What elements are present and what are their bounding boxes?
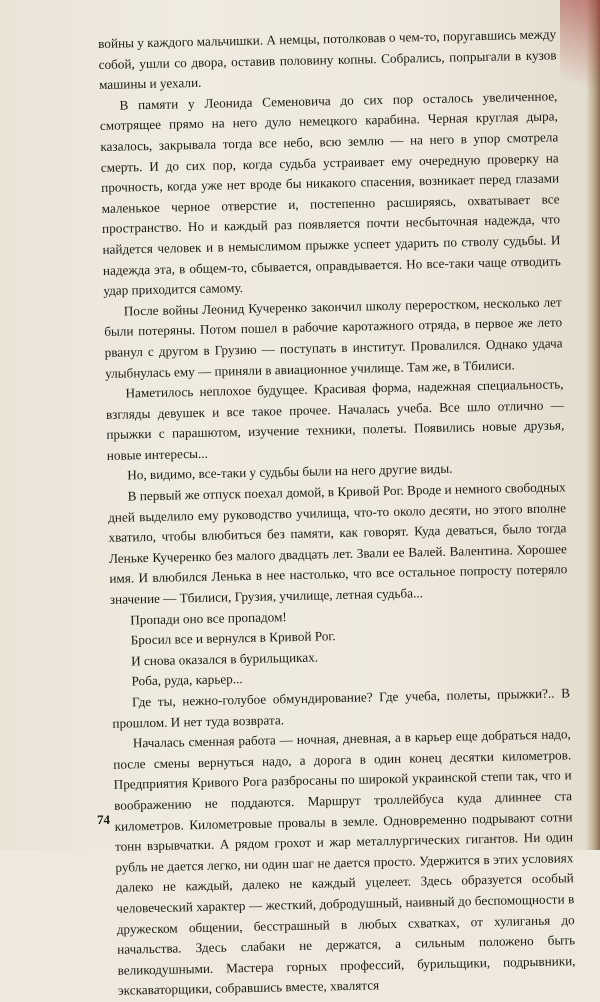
paragraph-7: Где ты, нежно-голубое обмундирование? Где учеба, полеты, прыжки?.. В прошлом. И нет туда возврата. xyxy=(112,685,571,731)
poem-line-4: Роба, руда, карьер... xyxy=(131,671,243,689)
paragraph-8: Началась сменная работа — ночная, дневная, а в карьер еще добраться надо, после смены вернуться надо, а дорога в один конец десятки километров. Предприятия Кривого Рога разбросаны по широкой украинской степи так, что и воображению не поддаются. Маршрут троллейбуса куда длиннее ста километров. Километровые провалы в земле. Одновременно подрывают сотни тонн взрывчатки. А рядом грохот и жар металлургических гигантов. Ни один рубль не дается легко, ни один шаг не дается просто. Удержится в этих условиях далеко не каждый, далеко не каждый уцелеет. Здесь образуется особый человеческий характер — жесткий, добродушный, наивный до беспомощности в дружеском общении, бесстрашный в любых схватках, от хулиганья до начальства. Здесь слабаки не держатся, а сильным положено быть великодушными. Мастера горных профессий, бурильщики, подрывники, экскаваторщики, собравшись вместе, хвалятся xyxy=(113,726,576,999)
paragraph-6: В первый же отпуск поехал домой, в Кривой Рог. Вроде и немного свободных дней выделило ему руководство училища, что-то около десяти, но этого вполне хватило, чтобы влюбиться без памяти, как говорят. Куда деваться, было тогда Леньке Кучеренко без малого двадцать лет. Звали ее Валей. Валентина. Хорошее имя. И влюбился Ленька в нее настолько, что все остальное попросту потеряло значение — Тбилиси, Грузия, училище, летная судьба... xyxy=(107,479,568,607)
poem-line-2: Бросил все и вернулся в Кривой Рог. xyxy=(130,628,336,648)
body-text xyxy=(98,24,576,1001)
poem-line-1: Пропади оно все пропадом! xyxy=(130,608,287,628)
paragraph-4: Наметилось неплохое будущее. Красивая форма, надежная специальность, взгляды девушек и все такое прочее. Началась учеба. Все шло отлично — прыжки с парашютом, изучение техники, полеты. Появились новые друзья, новые интересы... xyxy=(105,376,565,463)
page-number: 74 xyxy=(97,812,110,827)
page-corner-stain xyxy=(560,0,600,120)
paragraph-1: войны у каждого мальчишки. А немцы, потолковав о чем-то, поругавшись между собой, ушли со двора, оставив половину копны. Собрались, попрыгали в кузов машины и уехали. xyxy=(98,26,557,93)
poem-line-3: И снова оказался в бурильщиках. xyxy=(130,649,319,669)
paragraph-5: Но, видимо, все-таки у судьбы были на него другие виды. xyxy=(127,461,453,483)
page-edge-shadow xyxy=(586,0,600,850)
paragraph-2: В памяти у Леонида Семеновича до сих пор осталось увеличенное, смотрящее прямо на него дуло немецкого карабина. Черная круглая дыра, казалось, закрывала тогда все небо, всю землю — на него в упор смотрела смерть. И до сих пор, когда судьба устраивает ему очередную проверку на прочность, когда уже нет вроде бы никакого спасения, возникает перед глазами маленькое черное отверстие и, постепенно расширяясь, охватывает все пространство. Но и каждый раз появляется почти несбыточная надежда, что найдется человек и в немыслимом прыжке успеет ударить по стволу судьбы. И надежда эта, в общем-то, сбывается, оправдывается. Но все-таки чаще отводить удар приходится самому. xyxy=(99,88,561,299)
paragraph-3: После войны Леонид Кучеренко закончил школу переростком, несколько лет были потеряны. Потом пошел в рабочие каротажного отряда, в первое же лето рванул с другом в Грузию — поступать в институт. Провалился. Однако удача улыбнулась ему — приняли в авиационное училище. Там же, в Тбилиси. xyxy=(104,294,563,381)
